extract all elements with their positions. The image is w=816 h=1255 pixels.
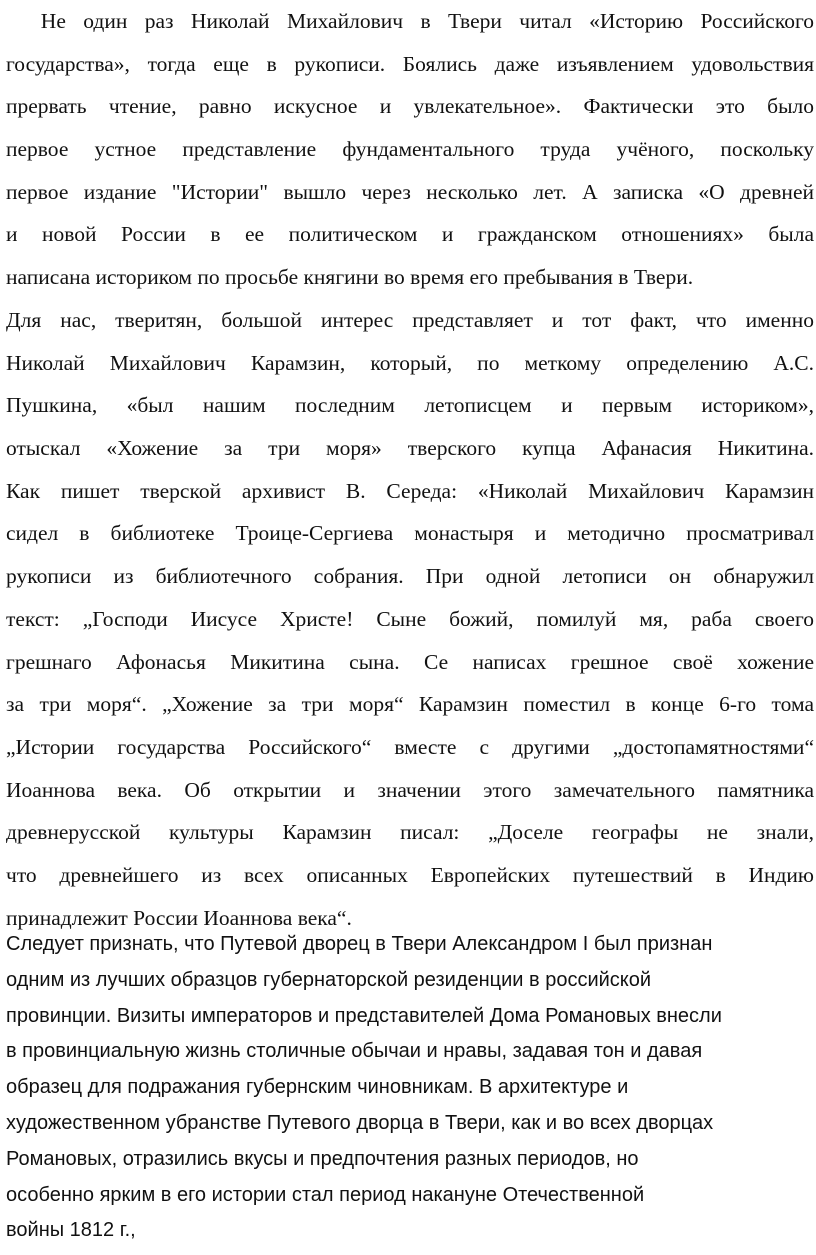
text-line: первое устное представление фундаментального труда учёного, поскольку bbox=[6, 137, 814, 162]
text-line: войны 1812 г., bbox=[6, 1219, 136, 1242]
text-line: написана историком по просьбе княгини во время его пребывания в Твери. bbox=[6, 265, 694, 290]
text-line: государства», тогда еще в рукописи. Боялись даже изъявлением удовольствия bbox=[6, 51, 814, 76]
paragraph-travel-palace bbox=[6, 927, 814, 1249]
text-line: за три моря“. „Хожение за три моря“ Карамзин поместил в конце 6-го тома bbox=[6, 692, 814, 717]
text-line: рукописи из библиотечного собрания. При одной летописи он обнаружил bbox=[6, 564, 814, 589]
text-line: отыскал «Хожение за три моря» тверского купца Афанасия Никитина. bbox=[6, 436, 814, 461]
text-line: и новой России в ее политическом и гражданском отношениях» была bbox=[6, 222, 814, 247]
text-line: что древнейшего из всех описанных Европейских путешествий в Индию bbox=[6, 862, 814, 887]
text-line: Для нас, тверитян, большой интерес представляет и тот факт, что именно bbox=[6, 308, 814, 332]
text-line: прервать чтение, равно искусное и увлекательное». Фактически это было bbox=[6, 94, 814, 119]
text-line: образец для подражания губернским чиновникам. В архитектуре и bbox=[6, 1076, 629, 1099]
text-line: „Истории государства Российского“ вместе с другими „достопамятностями“ bbox=[6, 734, 814, 759]
text-line: первое издание "Истории" вышло через несколько лет. А записка «О древней bbox=[6, 179, 814, 204]
text-line: Пушкина, «был нашим последним летописцем и первым историком», bbox=[6, 393, 814, 418]
text-line: Романовых, отразились вкусы и предпочтения разных периодов, но bbox=[6, 1147, 639, 1170]
text-line: принадлежит России Иоаннова века“. bbox=[6, 905, 352, 930]
text-line: Иоаннова века. Об открытии и значении этого замечательного памятника bbox=[6, 777, 814, 802]
text-line: провинции. Визиты императоров и представителей Дома Романовых внесли bbox=[6, 1004, 722, 1027]
text-line: текст: „Господи Иисусе Христе! Сыне божий, помилуй мя, раба своего bbox=[6, 606, 814, 631]
text-line: древнерусской культуры Карамзин писал: „Доселе географы не знали, bbox=[6, 820, 814, 845]
paragraph-khozhenie-discovery bbox=[6, 299, 814, 939]
text-line: одним из лучших образцов губернаторской резиденции в российской bbox=[6, 968, 652, 991]
text-line: грешнаго Афонасья Микитина сына. Се написах грешное своё хожение bbox=[6, 649, 814, 674]
text-line: сидел в библиотеке Троице-Сергиева монастыря и методично просматривал bbox=[6, 521, 814, 546]
text-line: в провинциальную жизнь столичные обычаи и нравы, задавая тон и давая bbox=[6, 1040, 703, 1063]
paragraph-karamzin-readings bbox=[6, 0, 814, 299]
text-line: художественном убранстве Путевого дворца в Твери, как и во всех дворцах bbox=[6, 1111, 714, 1134]
text-line: Следует признать, что Путевой дворец в Твери Александром I был признан bbox=[6, 933, 713, 955]
text-line: Николай Михайлович Карамзин, который, по меткому определению А.С. bbox=[6, 350, 814, 375]
text-line: особенно ярким в его истории стал период накануне Отечественной bbox=[6, 1183, 645, 1206]
text-line: Как пишет тверской архивист В. Середа: «Николай Михайлович Карамзин bbox=[6, 478, 814, 503]
text-line: Не один раз Николай Михайлович в Твери читал «Историю Российского bbox=[6, 9, 814, 33]
